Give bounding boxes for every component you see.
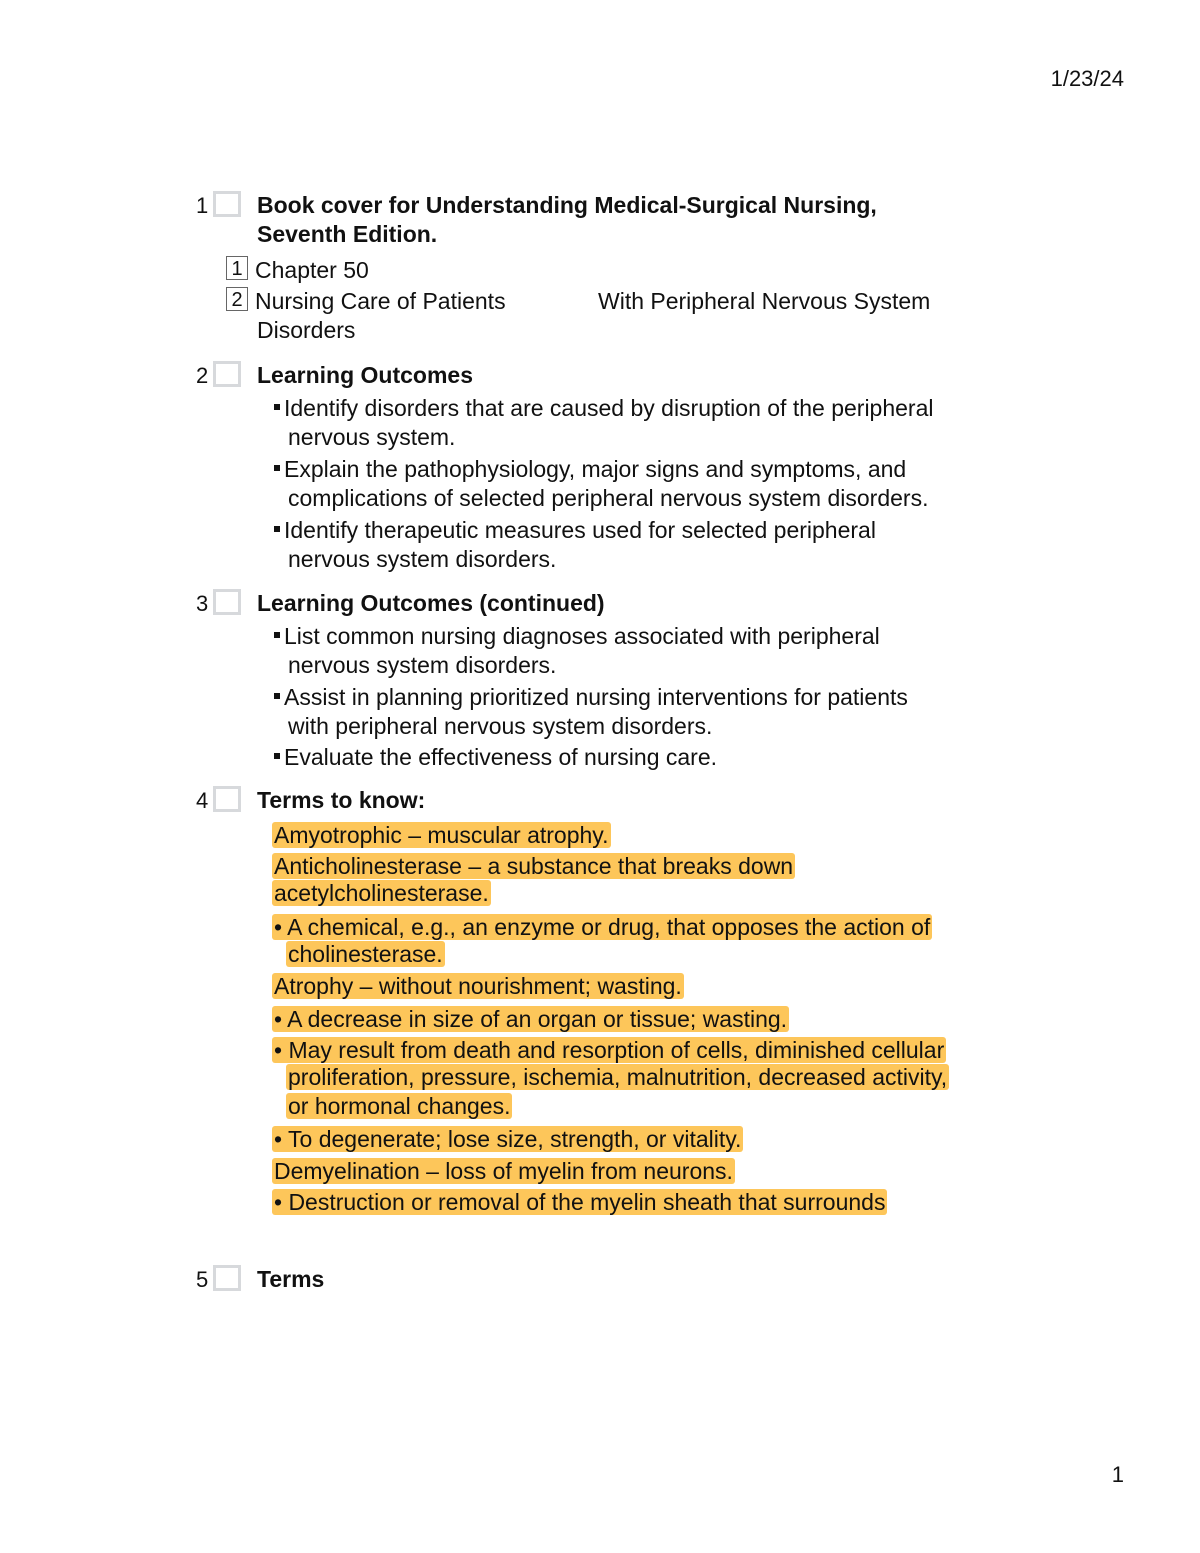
slide-title: Terms to know:: [257, 787, 426, 813]
term-line: Amyotrophic – muscular atrophy.: [274, 822, 609, 848]
slide-number: 2: [196, 363, 209, 388]
slide-number: 3: [196, 591, 209, 616]
bullet-item: Assist in planning prioritized nursing interventions for patients with peripheral nervous system disorders.: [274, 683, 1014, 741]
page-number: 1: [1111, 1462, 1124, 1487]
slide-title: Terms: [257, 1266, 325, 1292]
term-bullet: • Destruction or removal of the myelin sheath that surrounds: [274, 1189, 886, 1215]
slide-number: 5: [196, 1267, 209, 1292]
bullet-item: Identify therapeutic measures used for selected peripheral nervous system disorders.: [274, 516, 1014, 574]
sub-item: [226, 256, 369, 285]
term-line: Demyelination – loss of myelin from neurons.: [274, 1158, 733, 1184]
slide-thumbnail[interactable]: [213, 589, 241, 615]
bullet-item: List common nursing diagnoses associated with peripheral nervous system disorders.: [274, 622, 1014, 680]
term-line: Anticholinesterase – a substance that breaks down: [274, 853, 794, 879]
slide-title: Learning Outcomes: [257, 362, 473, 388]
term-bullet: • To degenerate; lose size, strength, or vitality.: [274, 1126, 742, 1152]
slide-thumbnail[interactable]: [213, 191, 241, 217]
sub-item-text-left: Nursing Care of Patients: [255, 288, 506, 314]
sub-item-index: 1: [226, 256, 248, 280]
sub-item-text-wrap: Disorders: [257, 317, 356, 343]
slide-title: Learning Outcomes (continued): [257, 590, 605, 616]
sub-item-text-right: With Peripheral Nervous System: [598, 288, 931, 314]
term-line: Atrophy – without nourishment; wasting.: [274, 973, 682, 999]
term-bullet-cont: or hormonal changes.: [288, 1093, 511, 1119]
term-line-cont: acetylcholinesterase.: [274, 880, 489, 906]
slide-thumbnail[interactable]: [213, 361, 241, 387]
bullet-marker: [274, 632, 280, 638]
page-date: 1/23/24: [1050, 66, 1124, 91]
bullet-item: Identify disorders that are caused by disruption of the peripheral nervous system.: [274, 394, 1014, 452]
term-bullet-cont: proliferation, pressure, ischemia, malnutrition, decreased activity,: [288, 1064, 948, 1090]
term-bullet: • May result from death and resorption of cells, diminished cellular: [274, 1037, 945, 1063]
slide-thumbnail[interactable]: [213, 786, 241, 812]
slide-thumbnail[interactable]: [213, 1265, 241, 1291]
sub-item-index: 2: [226, 287, 248, 311]
bullet-item: Explain the pathophysiology, major signs and symptoms, and complications of selected peripheral nervous system disorders.: [274, 455, 1014, 513]
bullet-marker: [274, 753, 280, 759]
term-bullet-cont: cholinesterase.: [288, 941, 443, 967]
sub-item: [226, 287, 506, 316]
bullet-marker: [274, 526, 280, 532]
term-bullet: • A decrease in size of an organ or tissue; wasting.: [274, 1006, 788, 1032]
slide-title: Book cover for Understanding Medical-Surgical Nursing, Seventh Edition.: [257, 192, 877, 247]
slide-number: 4: [196, 788, 209, 813]
bullet-item: Evaluate the effectiveness of nursing care.: [274, 743, 1014, 772]
bullet-marker: [274, 404, 280, 410]
sub-item-text: Chapter 50: [255, 257, 369, 283]
bullet-marker: [274, 465, 280, 471]
slide-number: 1: [196, 193, 209, 218]
term-bullet: • A chemical, e.g., an enzyme or drug, that opposes the action of: [274, 914, 931, 940]
bullet-marker: [274, 693, 280, 699]
